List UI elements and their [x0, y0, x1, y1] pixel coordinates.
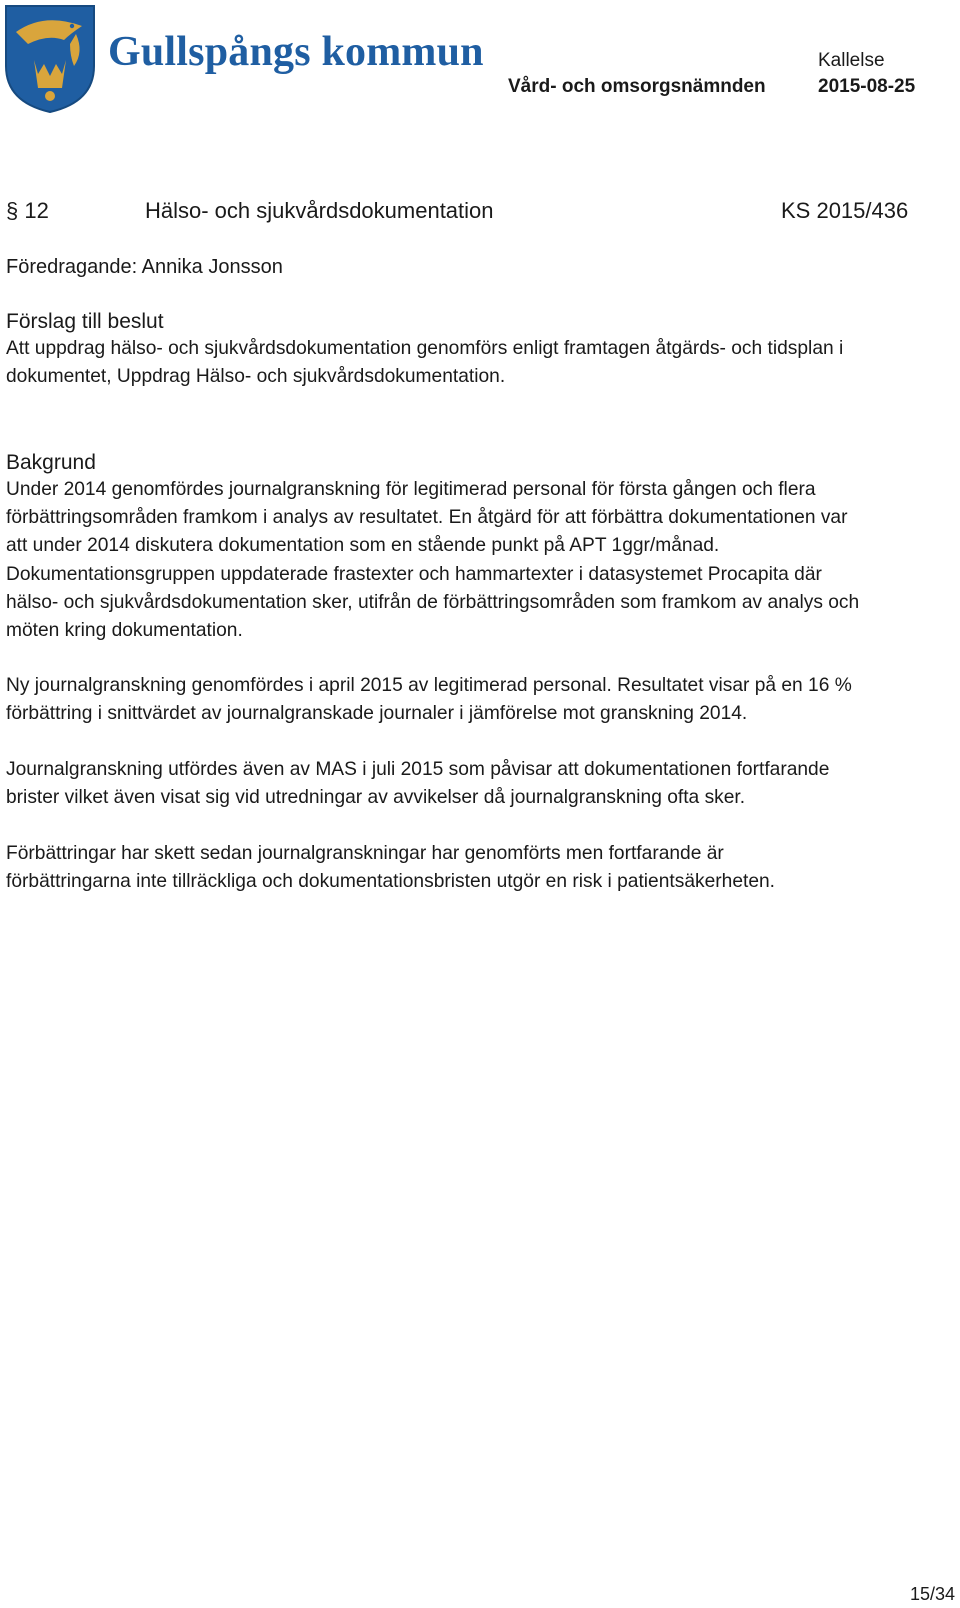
text-line: Att uppdrag hälso- och sjukvårdsdokumentation genomförs enligt framtagen åtgärds- och tidsplan i [6, 338, 844, 359]
section-number: § 12 [6, 198, 49, 223]
text-line: Ny journalgranskning genomfördes i april 2015 av legitimerad personal. Resultatet visar på en 16 % [6, 675, 852, 696]
text-line: Förbättringar har skett sedan journalgranskningar har genomförts men fortfarande är [6, 843, 724, 864]
text-line: brister vilket även visat sig vid utredningar av avvikelser då journalgranskning ofta sker. [6, 787, 746, 809]
background-paragraph-2 [6, 672, 960, 728]
proposal-paragraph [6, 335, 960, 391]
page-number: 15/34 [910, 1584, 956, 1604]
text-line: möten kring dokumentation. [6, 620, 243, 642]
case-reference: KS 2015/436 [781, 198, 909, 223]
presenter: Föredragande: Annika Jonsson [6, 256, 283, 278]
text-line: Under 2014 genomfördes journalgranskning för legitimerad personal för första gången och flera [6, 479, 816, 500]
text-line: Journalgranskning utfördes även av MAS i juli 2015 som påvisar att dokumentationen fortfarande [6, 759, 830, 780]
proposal-heading: Förslag till beslut [6, 310, 164, 333]
section-title: Hälso- och sjukvårdsdokumentation [145, 198, 494, 223]
background-paragraph-1 [6, 476, 960, 645]
org-name: Gullspångs kommun [108, 29, 484, 75]
text-line: Dokumentationsgruppen uppdaterade frastexter och hammartexter i datasystemet Procapita där [6, 563, 822, 585]
background-paragraph-3 [6, 756, 960, 812]
committee-name: Vård- och omsorgsnämnden [508, 76, 766, 97]
background-heading: Bakgrund [6, 451, 96, 474]
text-line: förbättringarna inte tillräckliga och dokumentationsbristen utgör en risk i patientsäkerheten. [6, 871, 775, 893]
text-line: att under 2014 diskutera dokumentation som en stående punkt på APT 1ggr/månad. [6, 535, 720, 557]
document-type: Kallelse [818, 50, 885, 71]
text-line: förbättring i snittvärdet av journalgranskade journaler i jämförelse mot granskning 2014. [6, 703, 748, 725]
coat-of-arms-fish-crown-icon [4, 4, 96, 114]
text-line: dokumentet, Uppdrag Hälso- och sjukvårdsdokumentation. [6, 366, 506, 388]
text-line: förbättringsområden framkom i analys av resultatet. En åtgärd för att förbättra dokumentationen var [6, 507, 848, 529]
text-line: hälso- och sjukvårdsdokumentation sker, utifrån de förbättringsområden som framkom av analys och [6, 591, 860, 613]
meeting-date: 2015-08-25 [818, 76, 916, 97]
background-paragraph-4 [6, 840, 960, 896]
